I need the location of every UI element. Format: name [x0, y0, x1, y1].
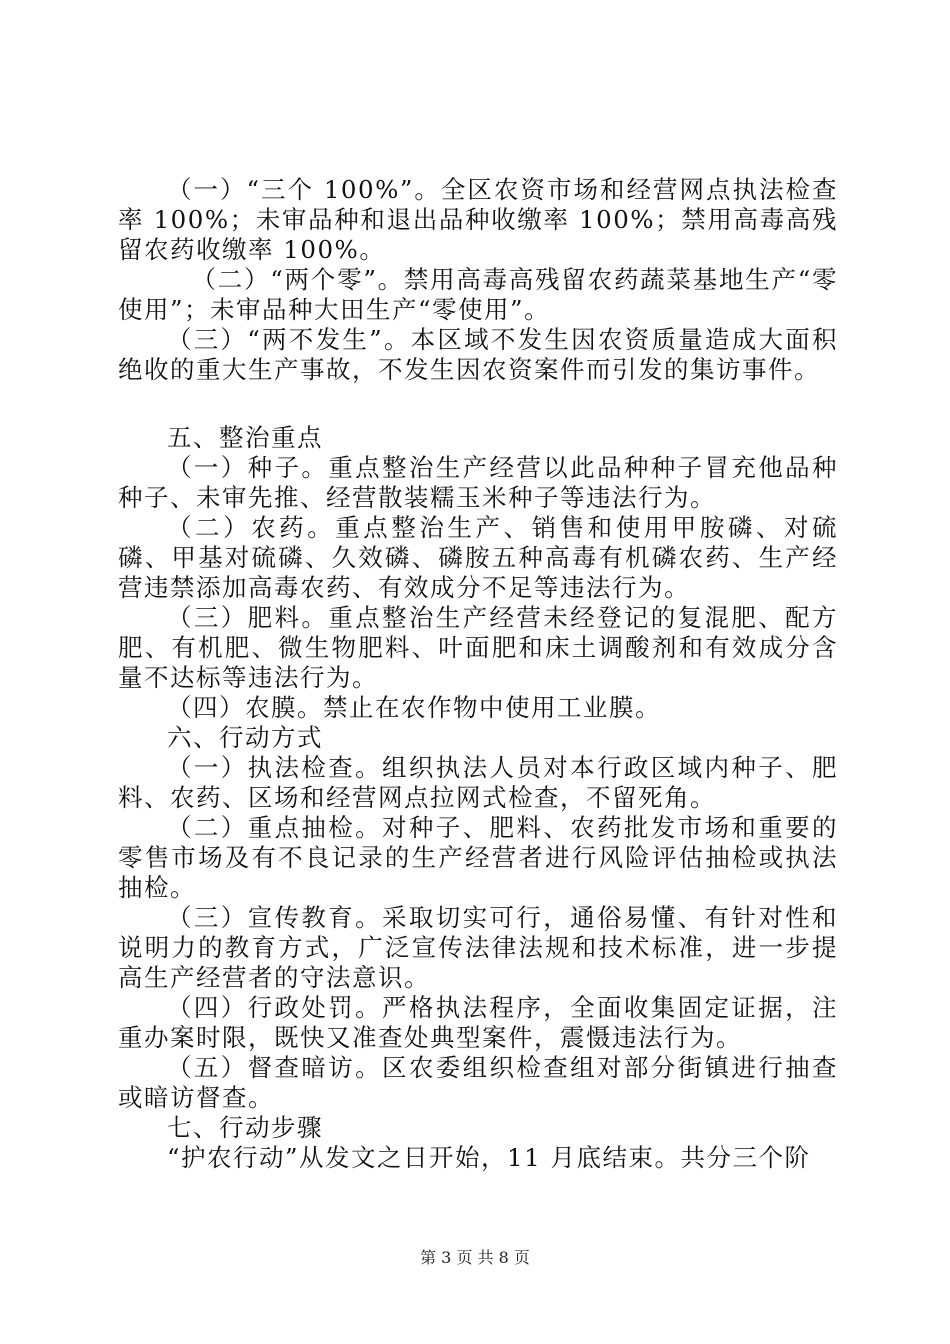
- method-item-2: （二）重点抽检。对种子、肥料、农药批发市场和重要的零售市场及有不良记录的生产经营者进行风险评估抽检或执法抽检。: [118, 813, 838, 902]
- focus-item-3: （三）肥料。重点整治生产经营未经登记的复混肥、配方肥、有机肥、微生物肥料、叶面肥和床土调酸剂和有效成分含量不达标等违法行为。: [118, 603, 838, 692]
- goal-item-3: （三）“两不发生”。本区域不发生因农资质量造成大面积绝收的重大生产事故，不发生因农资案件而引发的集访事件。: [118, 325, 838, 384]
- goal-item-1: （一）“三个 100%”。全区农资市场和经营网点执法检查率 100%；未审品种和退出品种收缴率 100%；禁用高毒高残留农药收缴率 100%。: [118, 175, 838, 264]
- method-item-1: （一）执法检查。组织执法人员对本行政区域内种子、肥料、农药、区场和经营网点拉网式检查，不留死角。: [118, 753, 838, 812]
- section-heading-5: 五、整治重点: [167, 423, 323, 452]
- goal-item-2: （二）“两个零”。禁用高毒高残留农药蔬菜基地生产“零使用”；未审品种大田生产“零使用”。: [118, 265, 838, 324]
- focus-item-1: （一）种子。重点整治生产经营以此品种种子冒充他品种种子、未审先推、经营散装糯玉米种子等违法行为。: [118, 453, 838, 512]
- method-item-4: （四）行政处罚。严格执法程序，全面收集固定证据，注重办案时限，既快又准查处典型案件，震慑违法行为。: [118, 993, 838, 1052]
- section-heading-7: 七、行动步骤: [167, 1113, 323, 1142]
- method-item-5: （五）督查暗访。区农委组织检查组对部分街镇进行抽查或暗访督查。: [118, 1053, 838, 1112]
- section-heading-6: 六、行动方式: [167, 723, 323, 752]
- method-item-3: （三）宣传教育。采取切实可行，通俗易懂、有针对性和说明力的教育方式，广泛宣传法律法规和技术标准，进一步提高生产经营者的守法意识。: [118, 903, 838, 992]
- paragraph-gap: [118, 385, 838, 423]
- steps-paragraph: “护农行动”从发文之日开始，11 月底结束。共分三个阶: [167, 1143, 811, 1172]
- document-body: [118, 175, 838, 1173]
- focus-item-2: （二）农药。重点整治生产、销售和使用甲胺磷、对硫磷、甲基对硫磷、久效磷、磷胺五种高毒有机磷农药、生产经营违禁添加高毒农药、有效成分不足等违法行为。: [118, 513, 838, 602]
- focus-item-4: （四）农膜。禁止在农作物中使用工业膜。: [167, 693, 661, 722]
- page-footer: 第 3 页 共 8 页: [420, 1248, 530, 1267]
